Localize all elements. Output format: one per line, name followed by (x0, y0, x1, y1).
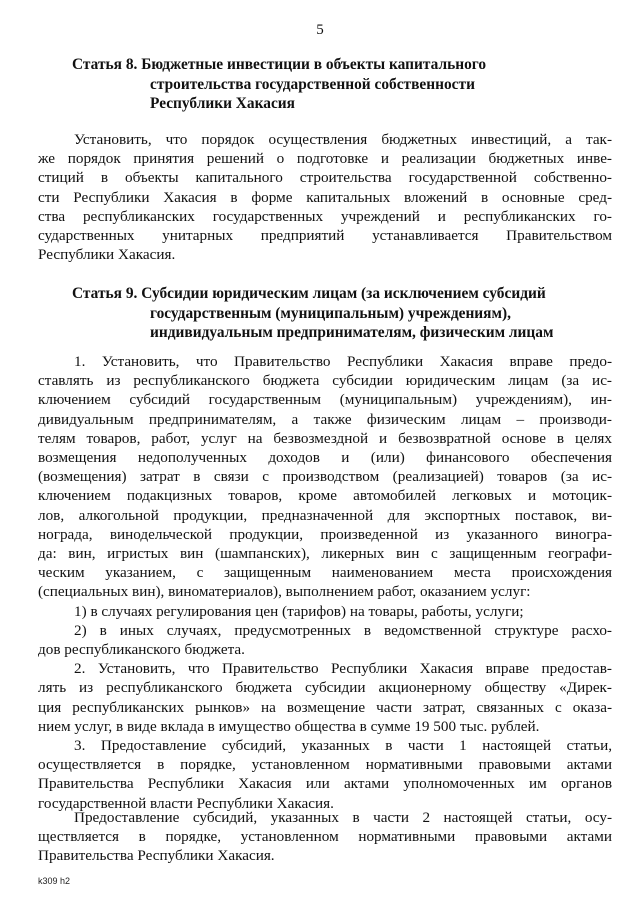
text-line: 3. Предоставление субсидий, указанных в части 1 настоящей статьи, (74, 737, 612, 755)
text-line: нограда, винодельческой продукции, произведенной из указанного виногра- (38, 525, 612, 543)
text-line: лять из республиканского бюджета субсидии акционерному обществу «Дирек- (38, 679, 612, 697)
article-8-body (38, 130, 612, 264)
text-line: ключением подакцизных товаров, кроме автомобилей легковых и мотоцик- (38, 487, 612, 505)
text-line: ставлять из республиканского бюджета субсидии юридическим лицам (за ис- (38, 372, 612, 390)
text-line: (специальных вин), виноматериалов), выполнением работ, оказанием услуг: (38, 583, 531, 601)
heading-line: государственным (муниципальным) учреждениям), (150, 304, 511, 322)
text-line: ществляется в порядке, установленном нормативными правовыми актами (38, 828, 612, 846)
text-line: 2. Установить, что Правительство Республики Хакасия вправе предостав- (74, 660, 612, 678)
text-line: осуществляется в порядке, установленном нормативными правовыми актами (38, 756, 612, 774)
article-8-heading (72, 55, 612, 114)
text-line: ства республиканских государственных учреждений и республиканских го- (38, 207, 612, 225)
text-line: ция республиканских рынков» на возмещение части затрат, связанных с оказа- (38, 698, 612, 716)
text-line: 2) в иных случаях, предусмотренных в ведомственной структуре расхо- (74, 621, 612, 639)
text-line: (возмещения) затрат в связи с производством (реализацией) товаров (за ис- (38, 468, 612, 486)
text-line: ческим указанием, с защищенным наименованием места происхождения (38, 564, 612, 582)
text-line: возмещения недополученных доходов и (или) финансового обеспечения (38, 449, 612, 467)
text-line: лов, алкогольной продукции, предназначенной для экспортных поставок, ви- (38, 506, 612, 524)
page-number: 5 (316, 22, 324, 38)
heading-line: индивидуальным предпринимателям, физическим лицам (150, 324, 554, 341)
text-line: стиций в объекты капитального строительства государственной собственно- (38, 169, 612, 187)
text-line: сударственных унитарных предприятий устанавливается Правительством (38, 227, 612, 245)
text-line: дивидуальным предпринимателям, а также физическим лицам – производи- (38, 410, 612, 428)
text-line: нием услуг, в виде вклада в имущество общества в сумме 19 500 тыс. рублей. (38, 717, 540, 735)
article-9-final-paragraph (38, 808, 612, 866)
heading-line: Статья 8. Бюджетные инвестиции в объекты капитального (72, 56, 487, 73)
text-line: ключением субсидий государственным (муниципальным) учреждениям), ин- (38, 391, 612, 409)
text-line: Предоставление субсидий, указанных в части 2 настоящей статьи, осу- (74, 809, 612, 826)
text-line: 1) в случаях регулирования цен (тарифов) на товары, работы, услуги; (74, 602, 524, 620)
text-line: телям товаров, работ, услуг на безвозмездной и безвозвратной основе в целях (38, 429, 612, 447)
footer-code: k309 h2 (38, 876, 71, 886)
text-line: да: вин, игристых вин (шампанских), ликерных вин с защищенным географи- (38, 545, 612, 563)
heading-line: Статья 9. Субсидии юридическим лицам (за исключением субсидий (72, 285, 546, 302)
text-line: Установить, что порядок осуществления бюджетных инвестиций, а так- (74, 131, 612, 148)
text-line: же порядок принятия решений о подготовке и реализации бюджетных инве- (38, 150, 612, 168)
text-line: дов республиканского бюджета. (38, 641, 245, 659)
text-line: сти Республики Хакасия в форме капитальных вложений в основные сред- (38, 188, 612, 206)
text-line: 1. Установить, что Правительство Республики Хакасия вправе предо- (74, 353, 612, 370)
heading-line: Республики Хакасия (150, 95, 295, 112)
article-9-heading (72, 284, 612, 343)
heading-line: строительства государственной собственности (150, 75, 475, 93)
article-9-body (38, 352, 612, 813)
text-line: государственной власти Республики Хакасия. (38, 794, 334, 812)
text-line: Республики Хакасия. (38, 246, 176, 264)
text-line: Правительства Республики Хакасия или актами уполномоченных им органов (38, 775, 612, 793)
text-line: Правительства Республики Хакасия. (38, 847, 275, 865)
